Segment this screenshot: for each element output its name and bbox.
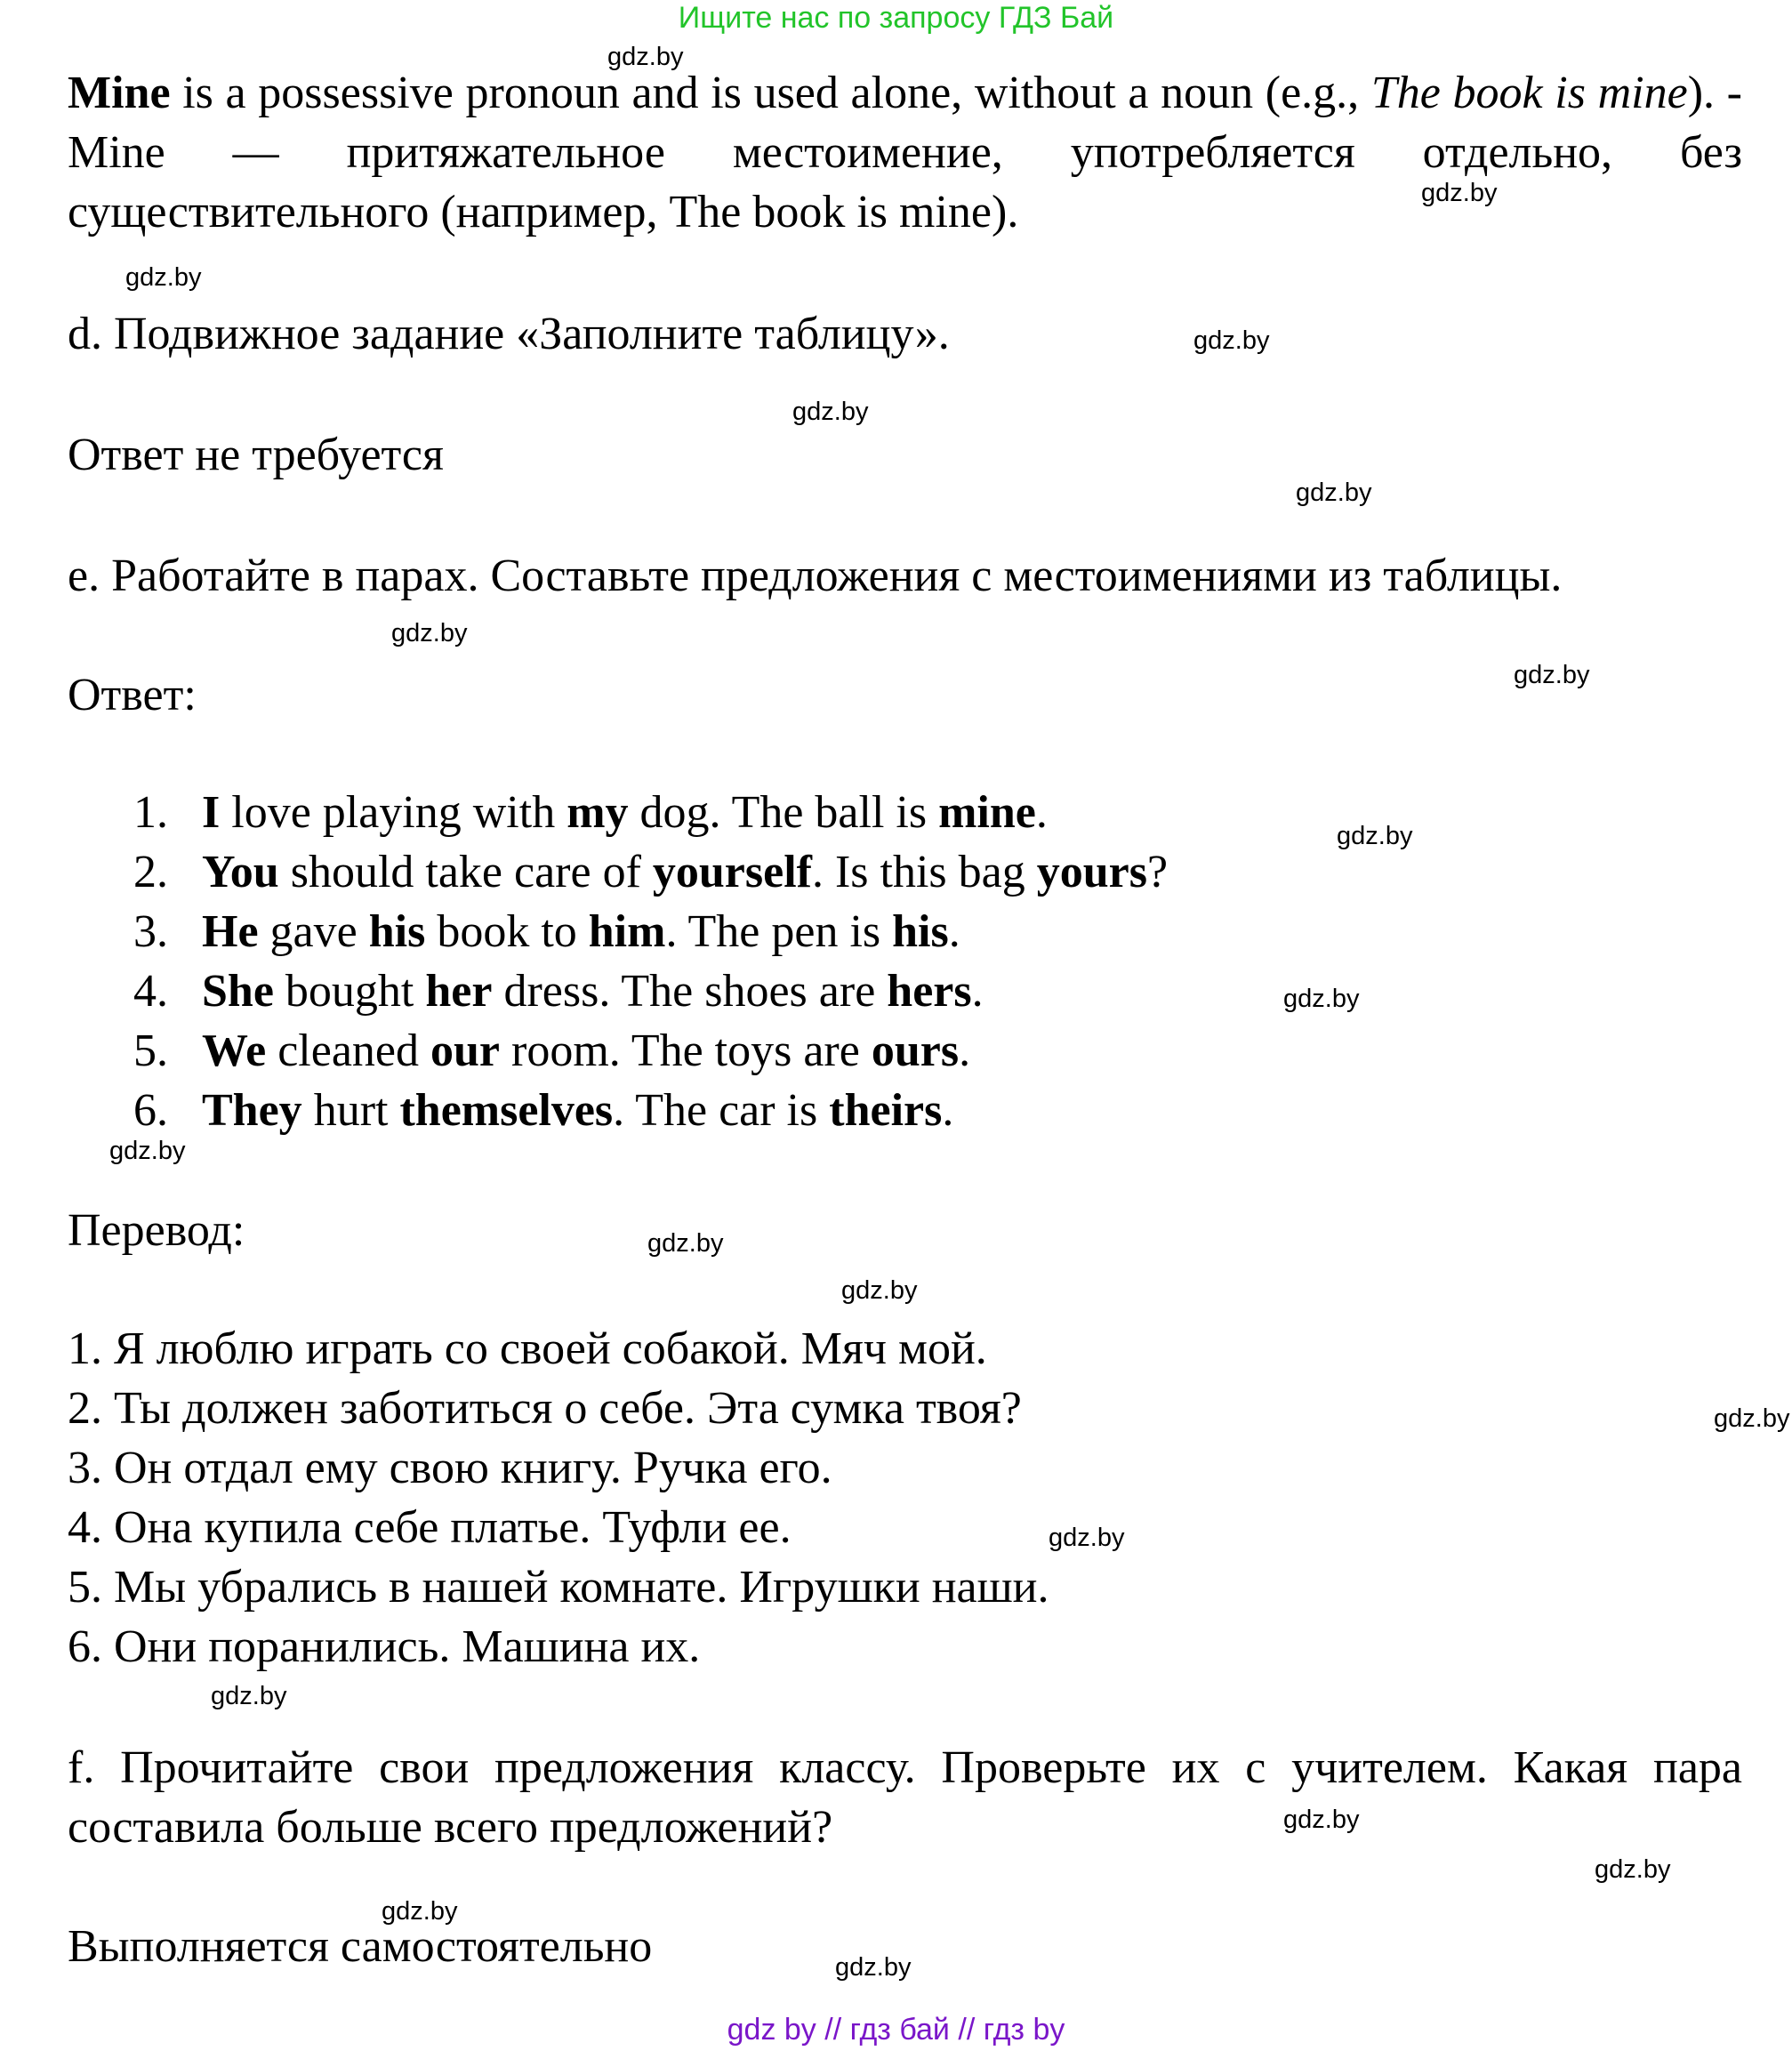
- watermark: gdz.by: [1283, 1806, 1360, 1834]
- sentence-number: 5.: [133, 1026, 168, 1076]
- pronoun: theirs: [829, 1085, 943, 1136]
- sentence-text: .: [959, 1026, 971, 1076]
- sentence-text: book to: [425, 906, 589, 957]
- watermark: gdz.by: [1714, 1404, 1790, 1433]
- watermark: gdz.by: [1049, 1524, 1125, 1552]
- pronoun: yourself: [652, 847, 812, 897]
- watermark: gdz.by: [647, 1229, 724, 1258]
- intro-example: The book is mine: [1370, 68, 1688, 118]
- translation-item: 6. Они поранились. Машина их.: [68, 1621, 701, 1672]
- sentence-item: [133, 783, 1168, 842]
- pronoun: yours: [1036, 847, 1147, 897]
- watermark: gdz.by: [382, 1897, 458, 1926]
- pronoun: ours: [871, 1026, 960, 1076]
- sentence-number: 4.: [133, 966, 168, 1017]
- pronoun: I: [202, 787, 221, 838]
- pronoun: He: [202, 906, 259, 957]
- sentence-text: . The car is: [613, 1085, 830, 1136]
- watermark: gdz.by: [1193, 326, 1270, 355]
- pronoun: mine: [938, 787, 1036, 838]
- sentence-text: dress. The shoes are: [492, 966, 888, 1017]
- sentence-text: hurt: [301, 1085, 400, 1136]
- translation-item: 4. Она купила себе платье. Туфли ее.: [68, 1502, 792, 1553]
- sentence-text: room. The toys are: [500, 1026, 872, 1076]
- task-d: d. Подвижное задание «Заполните таблицу».: [68, 309, 950, 359]
- sentence-text: cleaned: [266, 1026, 430, 1076]
- translation-item: 1. Я люблю играть со своей собакой. Мяч мой.: [68, 1323, 987, 1374]
- watermark: gdz.by: [792, 398, 869, 426]
- translation-list: [68, 1319, 1049, 1677]
- pronoun: my: [567, 787, 629, 838]
- answer-f: Выполняется самостоятельно: [68, 1921, 653, 1972]
- translation-item: 2. Ты должен заботиться о себе. Эта сумка твоя?: [68, 1383, 1022, 1434]
- pronoun: They: [202, 1085, 302, 1136]
- sentence-number: 1.: [133, 787, 168, 838]
- pronoun: our: [430, 1026, 500, 1076]
- sentence-list: [133, 783, 1168, 1140]
- sentence-text: .: [1035, 787, 1048, 838]
- top-banner: Ищите нас по запросу ГДЗ Бай: [678, 1, 1114, 35]
- watermark: gdz.by: [1337, 822, 1413, 850]
- footer: gdz by // гдз бай // гдз by: [727, 2013, 1065, 2047]
- sentence-text: . The pen is: [665, 906, 893, 957]
- pronoun: his: [368, 906, 426, 957]
- watermark: gdz.by: [1283, 985, 1360, 1013]
- intro-text-1: is a possessive pronoun and is used alone, without a noun (e.g.,: [170, 68, 1371, 118]
- translation-item: 5. Мы убрались в нашей комнате. Игрушки наши.: [68, 1562, 1049, 1613]
- sentence-text: .: [948, 906, 960, 957]
- watermark: gdz.by: [125, 263, 202, 292]
- watermark: gdz.by: [835, 1953, 912, 1982]
- sentence-text: .: [971, 966, 984, 1017]
- watermark: gdz.by: [1421, 179, 1498, 207]
- intro-text-2: ). - Mine — притяжательное местоимение, употребляется отдельно, без существительного (например, The book is mine).: [68, 68, 1742, 237]
- sentence-text: gave: [258, 906, 369, 957]
- sentence-text: should take care of: [278, 847, 653, 897]
- watermark: gdz.by: [841, 1276, 918, 1305]
- task-f: f. Прочитайте свои предложения классу. Проверьте их с учителем. Какая пара составила больше всего предложений?: [68, 1742, 1742, 1853]
- intro-paragraph: [68, 63, 1742, 242]
- watermark: gdz.by: [109, 1137, 186, 1165]
- pronoun: themselves: [399, 1085, 614, 1136]
- watermark: gdz.by: [607, 43, 684, 71]
- translation-label: Перевод:: [68, 1205, 245, 1256]
- pronoun: We: [202, 1026, 267, 1076]
- answer-d: Ответ не требуется: [68, 430, 444, 480]
- sentence-item: [133, 961, 1168, 1021]
- watermark: gdz.by: [1595, 1855, 1671, 1884]
- watermark: gdz.by: [391, 619, 468, 647]
- pronoun: She: [202, 966, 274, 1017]
- sentence-item: [133, 842, 1168, 902]
- sentence-item: [133, 1021, 1168, 1081]
- watermark: gdz.by: [1296, 479, 1372, 507]
- pronoun: hers: [887, 966, 972, 1017]
- pronoun: her: [425, 966, 493, 1017]
- pronoun: his: [892, 906, 949, 957]
- task-e: e. Работайте в парах. Составьте предложения с местоимениями из таблицы.: [68, 551, 1563, 601]
- sentence-number: 2.: [133, 847, 168, 897]
- pronoun: him: [588, 906, 666, 957]
- sentence-item: [133, 1081, 1168, 1140]
- sentence-text: . Is this bag: [811, 847, 1037, 897]
- watermark: gdz.by: [211, 1682, 287, 1710]
- sentence-text: love playing with: [220, 787, 567, 838]
- sentence-text: .: [942, 1085, 954, 1136]
- translation-item: 3. Он отдал ему свою книгу. Ручка его.: [68, 1443, 832, 1493]
- sentence-item: [133, 902, 1168, 961]
- answer-label: Ответ:: [68, 670, 197, 720]
- sentence-text: dog. The ball is: [628, 787, 939, 838]
- pronoun: You: [202, 847, 279, 897]
- sentence-number: 3.: [133, 906, 168, 957]
- sentence-number: 6.: [133, 1085, 168, 1136]
- mine-word: Mine: [68, 68, 171, 118]
- watermark: gdz.by: [1514, 661, 1590, 689]
- sentence-text: bought: [273, 966, 426, 1017]
- sentence-text: ?: [1147, 847, 1169, 897]
